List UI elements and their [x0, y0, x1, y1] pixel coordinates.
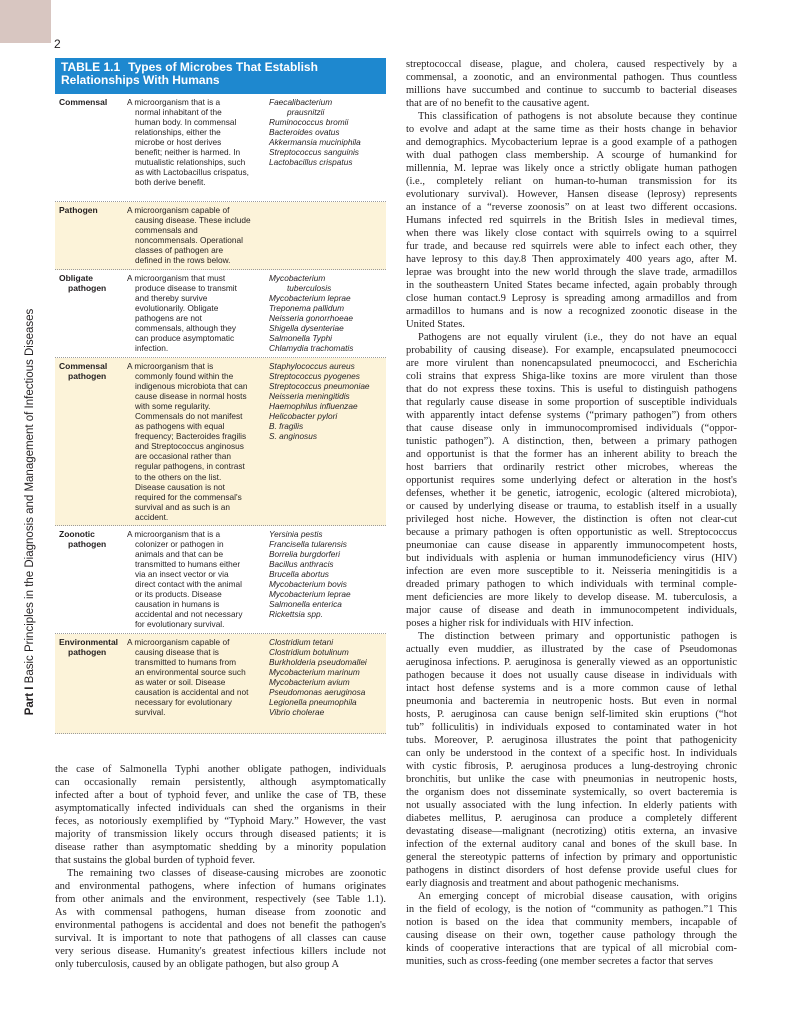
microbe-type — [55, 529, 127, 630]
text-line: infection of the external auditory canal and bones of the skull base. In — [406, 839, 737, 850]
description-line: as with Lactobacillus crispatus, — [135, 167, 249, 178]
description-line: causing disease. These include — [135, 215, 251, 226]
description-line: frequency; Bacteroides fragilis — [135, 431, 247, 442]
text-line: pathogen because it does not usually cause disease in individuals with — [406, 670, 737, 681]
example-organism: Rickettsia spp. — [269, 609, 323, 620]
text-line: feces, as notoriously exemplified by “Typhoid Mary.” However, the vast — [55, 816, 386, 827]
example-organism: prausnitzii — [287, 107, 325, 118]
example-organism: Vibrio cholerae — [269, 707, 325, 718]
description-line: causing disease that is — [135, 647, 219, 658]
example-organism: Legionella pneumophila — [269, 697, 357, 708]
table-title-line2: Relationships With Humans — [61, 73, 220, 87]
microbe-examples — [269, 273, 386, 354]
text-line: armadillos to humans and is now a recognized zoonotic disease in the — [406, 306, 737, 317]
text-line: that regularly cause disease in some proportion of susceptible individuals — [406, 397, 737, 408]
part-label: Part I — [24, 686, 36, 716]
text-line: that sustains the global burden of typhoid fever. — [55, 855, 256, 866]
table-header — [55, 58, 386, 94]
text-line: evolutionary survival). However, Hansen disease (leprosy) represents — [406, 189, 737, 200]
microbe-description — [127, 361, 269, 522]
text-line: with cystic fibrosis, P. aeruginosa produces a lung-destroying chronic — [406, 761, 737, 772]
microbe-description — [127, 273, 269, 354]
description-line: as water or soil. Disease — [135, 677, 226, 688]
table-1-1 — [55, 58, 386, 734]
text-line: (i.e., completely reliant on human-to-human transmission for its — [406, 176, 737, 187]
text-line: poses a higher risk for individuals with HIV infection. — [406, 618, 634, 629]
text-line: intact host defense systems and is a more common cause of lethal — [406, 683, 737, 694]
text-line: the organism does not disseminate systemically, so overt bacteremia is — [406, 787, 737, 798]
description-line: commensals, although they — [135, 323, 237, 334]
page-number: 2 — [54, 37, 61, 51]
example-organism: Mycobacterium avium — [269, 677, 350, 688]
text-line: streptococcal disease, plague, and cholera, caused respectively by a — [406, 59, 737, 70]
text-line: pathogens in distinct disorders of host defense provide useful clues for — [406, 865, 737, 876]
example-organism: Akkermansia muciniphila — [269, 137, 361, 148]
text-line: actually even muddier, as illustrated by the case of Pseudomonas — [406, 644, 737, 655]
text-line: tunistic pathogen”). A distinction, then, between a primary pathogen — [406, 436, 737, 447]
example-organism: Treponema pallidum — [269, 303, 345, 314]
example-organism: Burkholderia pseudomallei — [269, 657, 367, 668]
example-organism: Yersinia pestis — [269, 529, 323, 539]
text-line: ment deficiencies are more likely to develop disease. M. tuberculosis, a — [406, 592, 737, 603]
text-line: bronchitis, but unlike the case with pneumonias in neutropenic hosts, — [406, 774, 737, 785]
description-line: for evolutionary survival. — [135, 619, 225, 630]
description-line: benefit; neither is harmed. In — [135, 147, 241, 158]
description-line: transmitted to humans either — [135, 559, 241, 570]
description-line: survival. — [135, 707, 166, 718]
example-organism: Streptococcus sanguinis — [269, 147, 359, 158]
description-line: accident. — [135, 511, 169, 522]
example-organism: Mycobacterium marinum — [269, 667, 360, 678]
example-organism: tuberculosis — [287, 283, 332, 294]
description-line: A microorganism capable of — [127, 637, 230, 647]
description-line: to the others on the list. — [135, 471, 222, 482]
description-line: necessary for evolutionary — [135, 697, 232, 708]
text-line: millennia, M. leprae was likely once a strictly obligate human pathogen — [406, 163, 737, 174]
text-line: tubs. Moreover, P. aeruginosa illustrates the point that pathogenicity — [406, 735, 737, 746]
text-line: to evolve and adapt at the same time as their hosts change in behavior — [406, 124, 737, 135]
left-column-text — [55, 763, 386, 971]
table-title-line1: Types of Microbes That Establish — [128, 60, 318, 74]
table-row — [55, 634, 386, 734]
description-line: A microorganism that must — [127, 273, 226, 283]
description-line: causation is accidental and not — [135, 687, 249, 698]
microbe-examples — [269, 529, 386, 630]
description-line: pathogens are not — [135, 313, 202, 324]
text-line: that do not express these toxins. This is useful to distinguish pathogens — [406, 384, 737, 395]
microbe-type-line: Zoonotic — [59, 529, 95, 539]
microbe-type — [55, 361, 127, 522]
text-line: with apparently intact defense systems (“primary pathogen”) from others — [406, 410, 737, 421]
microbe-type-line: pathogen — [68, 371, 107, 382]
text-line: Pathogens are not equally virulent (i.e., they do not have an equal — [418, 332, 737, 343]
microbe-examples — [269, 97, 386, 198]
microbe-type — [55, 97, 127, 198]
text-line: with dual pathogen class membership. A scourge of humankind for — [406, 150, 737, 161]
example-organism: S. anginosus — [269, 431, 317, 442]
text-line: hosts, P. aeruginosa can cause benign self-limited skin eruptions (“hot — [406, 709, 737, 720]
text-line: in the field of ecology, is the notion of “community as pathogen.”1 This — [406, 904, 737, 915]
description-line: via an insect vector or via — [135, 569, 229, 580]
text-line: but individuals with asplenia or human immunodeficiency virus (HIV) — [406, 553, 737, 564]
example-organism: Staphylococcus aureus — [269, 361, 355, 371]
text-line: close human contact.9 Leprosy is spreading among armadillos and from — [406, 293, 737, 304]
text-line: asymptomatically infected individuals can shed the organisms in their — [55, 803, 386, 814]
example-organism: Salmonella Typhi — [269, 333, 333, 344]
example-organism: Brucella abortus — [269, 569, 329, 580]
right-column-text — [406, 58, 737, 968]
microbe-type — [55, 205, 127, 266]
description-line: Commensals do not manifest — [135, 411, 243, 422]
text-line: dreaded primary pathogen to which individuals with terminal comple- — [406, 579, 737, 590]
text-line: and opportunist is that the former has an inherent ability to breach the — [406, 449, 737, 460]
description-line: defined in the rows below. — [135, 255, 231, 266]
text-line: Humans infected red squirrels in the British Isles in medieval times, — [406, 215, 737, 226]
text-line: causing disease on their own, together cause pathology through the — [406, 930, 737, 941]
description-line: and Streptococcus anginosus — [135, 441, 244, 452]
table-row — [55, 94, 386, 202]
microbe-description — [127, 97, 269, 198]
text-line: general the stereotypic patterns of infection by primary and opportunistic — [406, 852, 737, 863]
text-line: fur trade, and because red squirrels were able to infect each other, they — [406, 241, 737, 252]
example-organism: Salmonella enterica — [269, 599, 342, 610]
description-line: cause disease in normal hosts — [135, 391, 247, 402]
microbe-examples — [269, 361, 386, 522]
text-line: when there was likely close contact with squirrels owing to a squirrel — [406, 228, 737, 239]
description-line: or its products. Disease — [135, 589, 222, 600]
description-line: an environmental source such — [135, 667, 246, 678]
example-organism: Bacillus anthracis — [269, 559, 334, 570]
text-line: an instance of a “reverse zoonosis” on at least two different occasions. — [406, 202, 737, 213]
example-organism: Neisseria gonorrhoeae — [269, 313, 353, 324]
text-line: that cause disease only in immunocompromised individuals (“oppor- — [406, 423, 737, 434]
description-line: animals and that can be — [135, 549, 224, 560]
text-line: opportunist requires some underlying defect or alteration in the host's — [406, 475, 737, 486]
text-line: kinds of cooperative interactions that are typical of all microbial com- — [406, 943, 737, 954]
description-line: causation in humans is — [135, 599, 220, 610]
description-line: human body. In commensal — [135, 117, 237, 128]
text-line: infection are even more susceptible to it. Neisseria meningitidis is a — [406, 566, 737, 577]
description-line: accidental and not necessary — [135, 609, 243, 620]
text-line: that are of no benefit to the causative agent. — [406, 98, 590, 109]
text-line: notion is based on the idea that community members, incapable of — [406, 917, 737, 928]
description-line: A microorganism that is — [127, 361, 214, 371]
text-line: millions have succumbed and continue to succumb to bacterial diseases — [406, 85, 737, 96]
text-line: tub” folliculitis) in individuals exposed to contaminated water in hot — [406, 722, 737, 733]
microbe-type — [55, 273, 127, 354]
text-line: aeruginosa infections. P. aeruginosa is generally viewed as an opportunistic — [406, 657, 737, 668]
description-line: as pathogens with equal — [135, 421, 225, 432]
text-line: coli strains that express Shiga-like toxins are more virulent than those — [406, 371, 737, 382]
microbe-type-line: Obligate — [59, 273, 94, 283]
text-line: commensal, a zoonotic, and an environmental pathogen. Thus countless — [406, 72, 737, 83]
description-line: relationships, either the — [135, 127, 221, 138]
example-organism: Francisella tularensis — [269, 539, 347, 550]
description-line: A microorganism capable of — [127, 205, 230, 215]
description-line: indigenous microbiota that can — [135, 381, 248, 392]
description-line: commonly found within the — [135, 371, 234, 382]
microbe-type-line: Environmental — [59, 637, 119, 647]
text-line: and demographics. Mycobacterium leprae is a good example of a pathogen — [406, 137, 737, 148]
example-organism: Borrelia burgdorferi — [269, 549, 341, 560]
description-line: are occasional rather than — [135, 451, 231, 462]
description-line: survival and as such is an — [135, 501, 231, 512]
description-line: and thereby survive — [135, 293, 208, 304]
text-line: the case of Salmonella Typhi another obligate pathogen, individuals — [55, 764, 386, 775]
description-line: A microorganism that is a — [127, 529, 221, 539]
description-line: both derive benefit. — [135, 177, 206, 188]
example-organism: B. fragilis — [269, 421, 304, 432]
table-row — [55, 202, 386, 270]
text-line: The remaining two classes of disease-causing microbes are zoonotic — [67, 868, 386, 879]
text-line: privileged host niche. However, the distinction is often not clear-cut — [406, 514, 737, 525]
example-organism: Mycobacterium — [269, 273, 326, 283]
description-line: normal inhabitant of the — [135, 107, 222, 118]
description-line: direct contact with the animal — [135, 579, 242, 590]
example-organism: Clostridium botulinum — [269, 647, 349, 658]
text-line: leprae was brought into the new world through the slave trade, armadillos — [406, 267, 737, 278]
example-organism: Shigella dysenteriae — [269, 323, 344, 334]
text-line: survival. It is important to note that pathogens of all classes can cause — [55, 933, 386, 944]
text-line: diabetes mellitus, P. aeruginosa can produce a completely different — [406, 813, 737, 824]
example-organism: Bacteroides ovatus — [269, 127, 340, 138]
example-organism: Pseudomonas aeruginosa — [269, 687, 366, 698]
microbe-description — [127, 637, 269, 730]
description-line: A microorganism that is a — [127, 97, 221, 107]
text-line: disease rather than asymptomatic shedding by a minority population — [55, 842, 386, 853]
microbe-examples — [269, 637, 386, 730]
part-title: Basic Principles in the Diagnosis and Management of Infectious Diseases — [24, 308, 36, 684]
text-line: and environmental pathogens, where infection of humans originates — [55, 881, 386, 892]
example-organism: Streptococcus pneumoniae — [269, 381, 370, 392]
description-line: produce disease to transmit — [135, 283, 237, 294]
text-line: An emerging concept of microbial disease causation, with origins — [418, 891, 737, 902]
text-line: munities, such as cross-feeding (one member secretes a factor that serves — [406, 956, 714, 967]
text-line: host barriers that ordinarily restrict other microbes, whereas the — [406, 462, 737, 473]
text-line: can occasionally remain persistently, although asymptomatically — [55, 777, 386, 788]
example-organism: Faecalibacterium — [269, 97, 333, 107]
text-line: probability of causing disease). For example, encapsulated pneumococci — [406, 345, 737, 356]
table-body — [55, 94, 386, 734]
text-line: majority of transmission likely occurs through diseased patients; it is — [55, 829, 386, 840]
text-line: major cause of disease and death in immunocompetent individuals, — [406, 605, 737, 616]
description-line: can produce asymptomatic — [135, 333, 235, 344]
text-line: are more virulent than nonencapsulated pneumococci, and Escherichia — [406, 358, 737, 369]
example-organism: Streptococcus pyogenes — [269, 371, 360, 382]
text-line: infected after a bout of typhoid fever, and unlike the case of TB, these — [55, 790, 386, 801]
description-line: microbe or host derives — [135, 137, 222, 148]
description-line: regular pathogens, in contrast — [135, 461, 245, 472]
description-line: transmitted to humans from — [135, 657, 236, 668]
text-line: As with commensal pathogens, human disease from zoonotic and — [55, 907, 386, 918]
text-line: environmental pathogens is accidental and does not benefit the pathogen's — [55, 920, 386, 931]
text-line: in the southeastern United States became infected, again probably through — [406, 280, 737, 291]
microbe-examples — [269, 205, 386, 266]
table-row — [55, 270, 386, 358]
text-line: not usually associated with the lung infection. In elderly patients with — [406, 800, 737, 811]
microbe-type-line: pathogen — [68, 283, 107, 294]
table-row — [55, 526, 386, 634]
text-line: The distinction between primary and opportunistic pathogen is — [418, 631, 737, 642]
description-line: mutualistic relationships, such — [135, 157, 246, 168]
description-line: Disease causation is not — [135, 481, 225, 492]
microbe-type-line: pathogen — [68, 539, 107, 550]
text-line: very serious disease. Humanity's greatest infectious killers include not — [55, 946, 386, 957]
text-line: United States. — [406, 319, 465, 330]
text-line: only tuberculosis, caused by an obligate pathogen, but also group A — [55, 959, 340, 970]
description-line: with some regularity. — [135, 401, 211, 412]
text-line: defenses, whether it be genetic, iatrogenic, ecologic (altered microbiota), — [406, 488, 737, 499]
description-line: noncommensals. Operational — [135, 235, 243, 246]
example-organism: Neisseria meningitidis — [269, 391, 350, 402]
description-line: commensals and — [135, 225, 198, 236]
description-line: evolutionarily. Obligate — [135, 303, 219, 314]
description-line: infection. — [135, 343, 169, 354]
microbe-description — [127, 529, 269, 630]
microbe-description — [127, 205, 269, 266]
description-line: required for the commensal's — [135, 491, 242, 502]
microbe-type-line: Commensal — [59, 361, 108, 371]
text-line: devastating disease—malignant (necrotizing) otitis externa, an invasive — [406, 826, 737, 837]
microbe-type-line: pathogen — [68, 647, 107, 658]
table-number: TABLE 1.1 — [61, 60, 121, 74]
text-line: have leprosy to this day.8 Then approximately 400 years ago, after M. — [406, 254, 737, 265]
text-line: can only be understood in the context of a specific host. In individuals — [406, 748, 737, 759]
example-organism: Mycobacterium bovis — [269, 579, 347, 590]
text-line: pneumoniae can cause disease in apparently immunocompetent hosts, — [406, 540, 737, 551]
corner-tab — [0, 0, 51, 43]
description-line: classes of pathogen are — [135, 245, 224, 256]
example-organism: Helicobacter pylori — [269, 411, 338, 422]
example-organism: Ruminococcus bromii — [269, 117, 349, 128]
text-line: because a primary pathogen is often opportunistic as well. Streptococcus — [406, 527, 737, 538]
text-line: or caused by underlying disease or trauma, to establish itself in a usually — [406, 501, 737, 512]
example-organism: Chlamydia trachomatis — [269, 343, 354, 354]
example-organism: Haemophilus influenzae — [269, 401, 358, 412]
text-line: This classification of pathogens is not absolute because they continue — [418, 111, 737, 122]
example-organism: Mycobacterium leprae — [269, 589, 351, 600]
microbe-type-line: Commensal — [59, 97, 108, 107]
example-organism: Lactobacillus crispatus — [269, 157, 353, 168]
text-line: pneumonia and bacteremia in neutropenic hosts. But even in normal — [406, 696, 737, 707]
example-organism: Clostridium tetani — [269, 637, 334, 647]
description-line: colonizer or pathogen in — [135, 539, 224, 550]
microbe-type — [55, 637, 127, 730]
text-line: from other animals and the environment, respectively (see Table 1.1). — [55, 894, 386, 905]
text-line: early diagnosis and treatment and about pathogenic mechanisms. — [406, 878, 679, 889]
example-organism: Mycobacterium leprae — [269, 293, 351, 304]
table-row — [55, 358, 386, 526]
microbe-type-line: Pathogen — [59, 205, 98, 215]
